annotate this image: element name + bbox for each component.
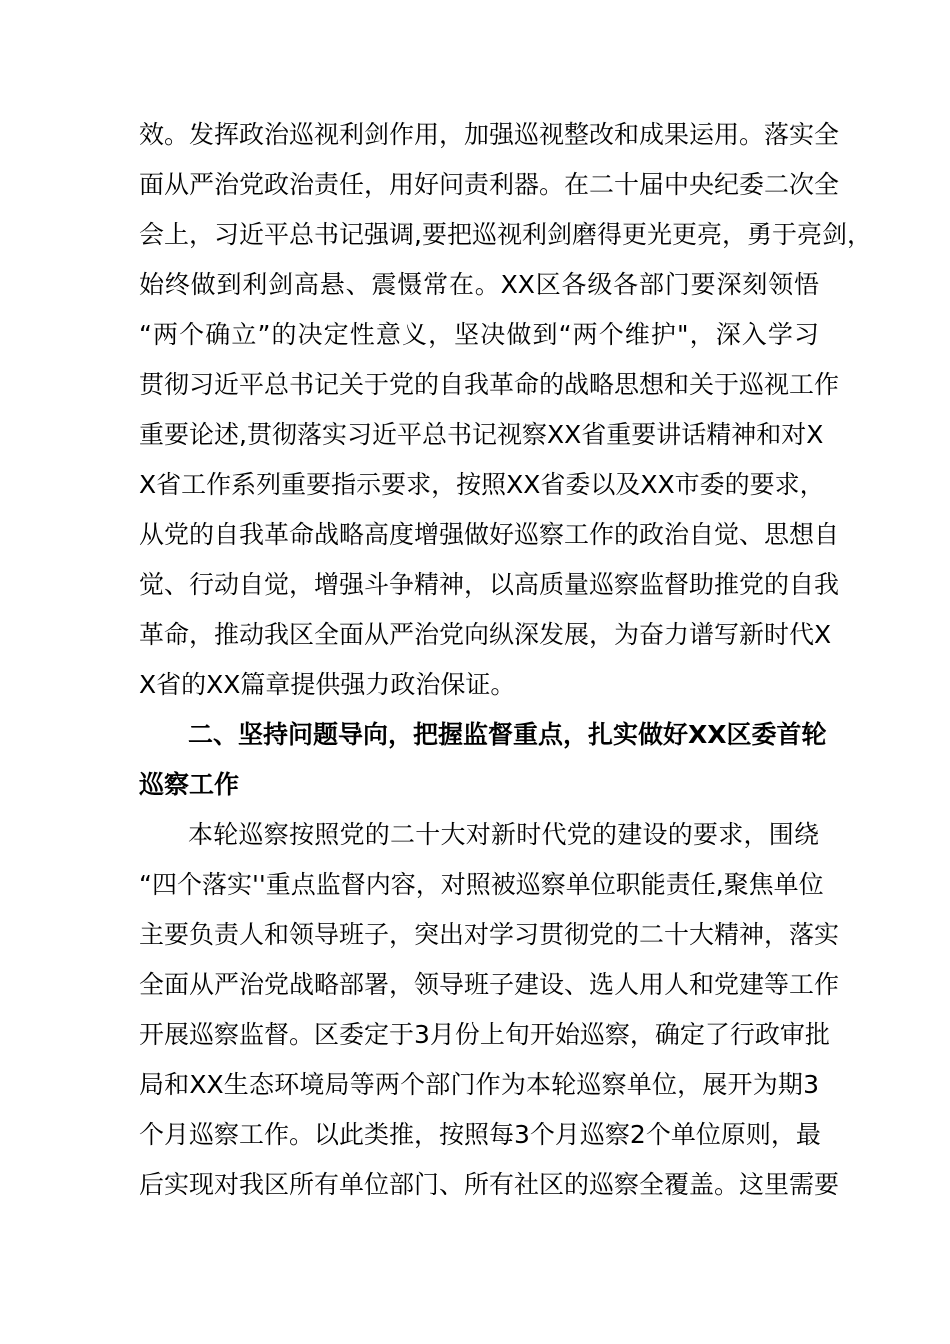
body-text-line: 后实现对我区所有单位部门、所有社区的巡察全覆盖。这里需要 bbox=[139, 1170, 840, 1199]
body-text-line: 开展巡察监督。区委定于3月份上旬开始巡察，确定了行政审批 bbox=[139, 1020, 830, 1049]
section-heading: 二、坚持问题导向，把握监督重点，扎实做好XX区委首轮 bbox=[188, 720, 827, 749]
body-text-line: 重要论述,贯彻落实习近平总书记视察XX省重要讲话精神和对X bbox=[139, 420, 824, 449]
body-text-line: X省工作系列重要指示要求，按照XX省委以及XX市委的要求， bbox=[139, 470, 825, 499]
body-text-line: 从党的自我革命战略高度增强做好巡察工作的政治自觉、思想自 bbox=[139, 520, 840, 549]
body-text-line: 效。发挥政治巡视利剑作用，加强巡视整改和成果运用。落实全 bbox=[139, 120, 840, 149]
body-text-line: 本轮巡察按照党的二十大对新时代党的建设的要求，围绕 bbox=[188, 820, 819, 849]
body-text-line: 革命，推动我区全面从严治党向纵深发展，为奋力谱写新时代X bbox=[139, 620, 832, 649]
body-text-line: 会上，习近平总书记强调,要把巡视利剑磨得更光更亮，勇于亮剑， bbox=[139, 220, 872, 249]
body-text-line: 面从严治党政治责任，用好问责利器。在二十届中央纪委二次全 bbox=[139, 170, 840, 199]
body-text-line: 全面从严治党战略部署，领导班子建设、选人用人和党建等工作 bbox=[139, 970, 840, 999]
body-text-line: “两个确立”的决定性意义，坚决做到“两个维护"，深入学习 bbox=[139, 320, 819, 349]
body-text-line: 觉、行动自觉，增强斗争精神，以高质量巡察监督助推党的自我 bbox=[139, 570, 840, 599]
body-text-line: 主要负责人和领导班子，突出对学习贯彻党的二十大精神，落实 bbox=[139, 920, 840, 949]
body-text-line: 局和XX生态环境局等两个部门作为本轮巡察单位，展开为期3 bbox=[139, 1070, 819, 1099]
body-text-line: X省的XX篇章提供强力政治保证。 bbox=[139, 670, 516, 699]
section-heading-continued: 巡察工作 bbox=[139, 770, 240, 799]
body-text-line: 个月巡察工作。以此类推，按照每3个月巡察2个单位原则，最 bbox=[139, 1120, 821, 1149]
body-text-line: 贯彻习近平总书记关于党的自我革命的战略思想和关于巡视工作 bbox=[139, 370, 840, 399]
body-text-line: “四个落实''重点监督内容，对照被巡察单位职能责任,聚焦单位 bbox=[139, 870, 824, 899]
body-text-line: 始终做到利剑高悬、震慑常在。XX区各级各部门要深刻领悟 bbox=[139, 270, 819, 299]
